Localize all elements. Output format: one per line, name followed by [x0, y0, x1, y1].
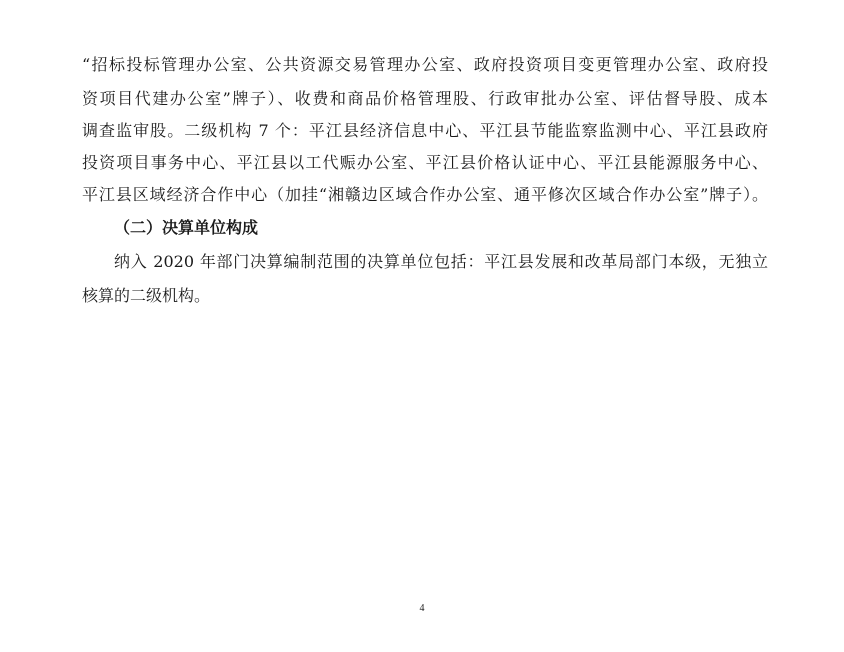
- paragraph-line: 核算的二级机构。: [82, 286, 211, 305]
- paragraph-line: “招标投标管理办公室、公共资源交易管理办公室、政府投资项目变更管理办公室、政府投: [82, 55, 768, 74]
- section-heading: （二）决算单位构成: [114, 218, 259, 237]
- paragraph-line: 调查监审股。二级机构 7 个：平江县经济信息中心、平江县节能监察监测中心、平江县政府: [82, 121, 768, 140]
- paragraph-line: 纳入 2020 年部门决算编制范围的决算单位包括：平江县发展和改革局部门本级，无独立: [114, 252, 768, 271]
- paragraph-line: 投资项目事务中心、平江县以工代赈办公室、平江县价格认证中心、平江县能源服务中心、: [82, 153, 768, 172]
- paragraph-line: 资项目代建办公室”牌子）、收费和商品价格管理股、行政审批办公室、评估督导股、成本: [82, 89, 768, 108]
- paragraph-line: 平江县区域经济合作中心（加挂“湘赣边区域合作办公室、通平修次区域合作办公室”牌子）。: [82, 185, 768, 204]
- page-number: 4: [419, 603, 425, 614]
